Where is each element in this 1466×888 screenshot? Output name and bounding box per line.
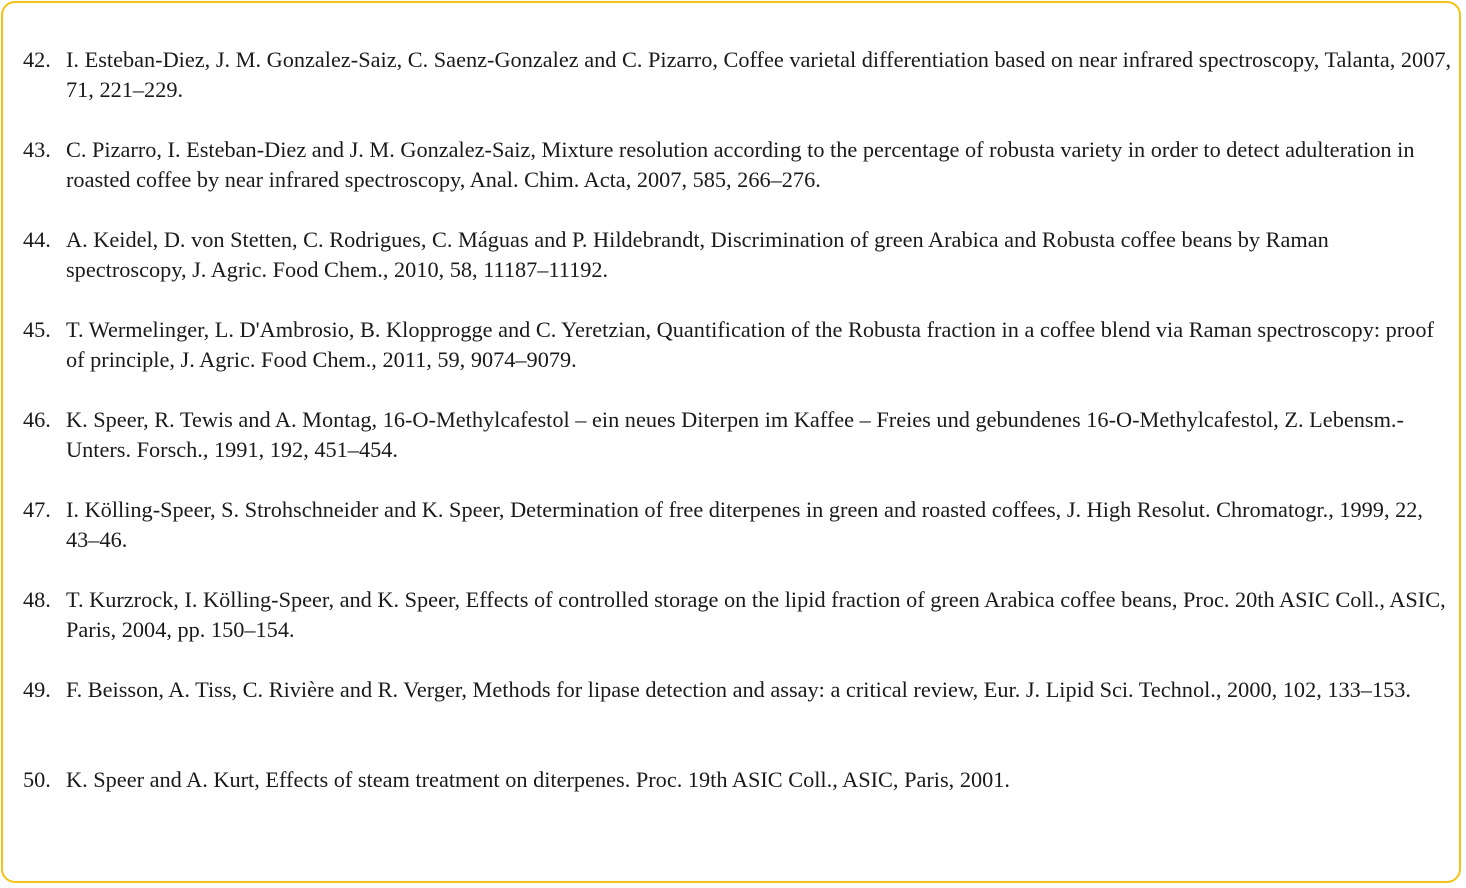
reference-number: 42. [23,47,51,72]
reference-item [23,135,1453,225]
reference-number: 44. [23,227,51,252]
reference-number: 47. [23,497,51,522]
reference-number: 43. [23,137,51,162]
reference-item [23,405,1453,495]
reference-list [23,45,1453,855]
reference-item [23,495,1453,585]
reference-panel [1,1,1461,883]
reference-number: 48. [23,587,51,612]
reference-number: 50. [23,767,51,792]
reference-item [23,315,1453,405]
reference-text: T. Wermelinger, L. D'Ambrosio, B. Klopprogge and C. Yeretzian, Quantification of the Robusta fraction in a coffee blend via Raman spectroscopy: proof of principle, J. Agric. Food Chem., 2011, 59, 9074–9079. [66,317,1434,372]
reference-number: 49. [23,677,51,702]
reference-number: 46. [23,407,51,432]
reference-text: T. Kurzrock, I. Kölling-Speer, and K. Speer, Effects of controlled storage on the lipid fraction of green Arabica coffee beans, Proc. 20th ASIC Coll., ASIC, Paris, 2004, pp. 150–154. [66,587,1446,642]
reference-text: A. Keidel, D. von Stetten, C. Rodrigues, C. Máguas and P. Hildebrandt, Discrimination of green Arabica and Robusta coffee beans by Raman spectroscopy, J. Agric. Food Chem., 2010, 58, 11187–11192. [66,227,1329,282]
reference-number: 45. [23,317,51,342]
reference-text: C. Pizarro, I. Esteban-Diez and J. M. Gonzalez-Saiz, Mixture resolution according to the percentage of robusta variety in order to detect adulteration in roasted coffee by near infrared spectroscopy, Anal. Chim. Acta, 2007, 585, 266–276. [66,137,1415,192]
reference-text: K. Speer, R. Tewis and A. Montag, 16-O-Methylcafestol – ein neues Diterpen im Kaffee – Freies und gebundenes 16-O-Methylcafestol, Z. Lebensm.-Unters. Forsch., 1991, 192, 451–454. [66,407,1404,462]
reference-text: F. Beisson, A. Tiss, C. Rivière and R. Verger, Methods for lipase detection and assay: a critical review, Eur. J. Lipid Sci. Technol., 2000, 102, 133–153. [66,677,1411,702]
reference-item [23,675,1453,765]
reference-item [23,585,1453,675]
reference-text: K. Speer and A. Kurt, Effects of steam treatment on diterpenes. Proc. 19th ASIC Coll., ASIC, Paris, 2001. [66,767,1010,792]
reference-text: I. Esteban-Diez, J. M. Gonzalez-Saiz, C. Saenz-Gonzalez and C. Pizarro, Coffee varietal differentiation based on near infrared spectroscopy, Talanta, 2007, 71, 221–229. [66,47,1452,102]
reference-item [23,765,1453,855]
reference-item [23,45,1453,135]
reference-item [23,225,1453,315]
reference-text: I. Kölling-Speer, S. Strohschneider and K. Speer, Determination of free diterpenes in green and roasted coffees, J. High Resolut. Chromatogr., 1999, 22, 43–46. [66,497,1423,552]
